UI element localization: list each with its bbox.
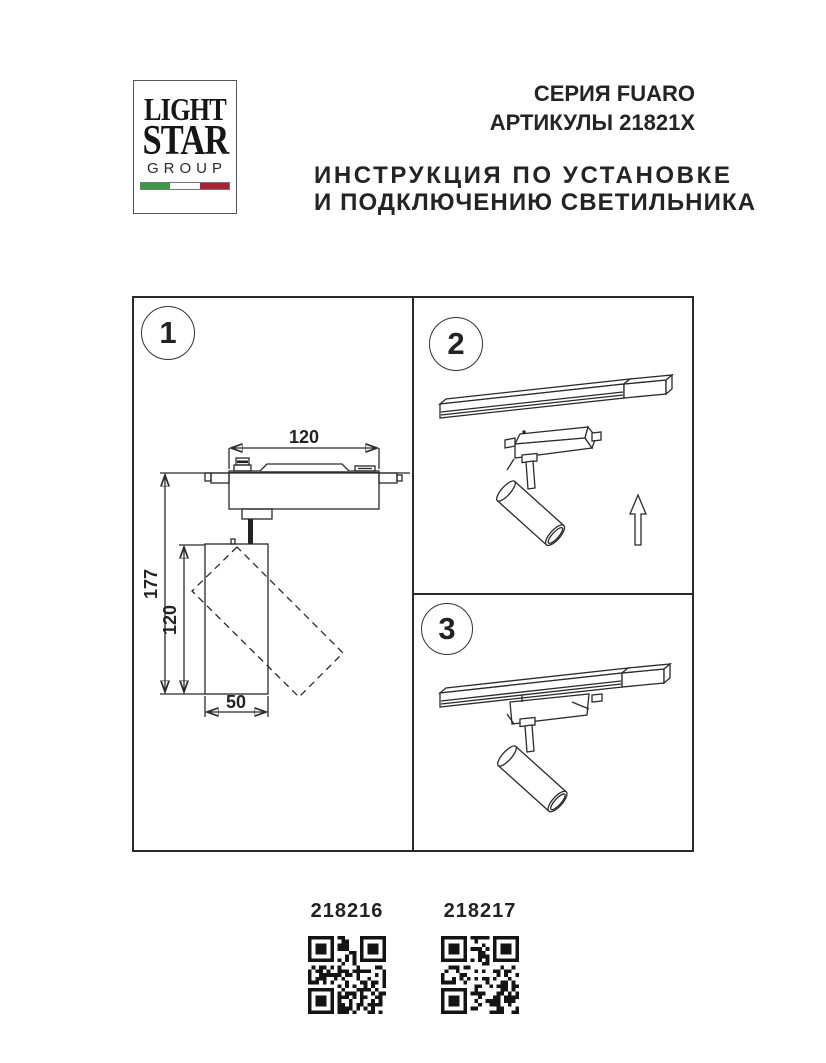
logo-word-star: STAR (141, 118, 229, 164)
step-2-number: 2 (447, 326, 465, 361)
title-line-2: И ПОДКЛЮЧЕНИЮ СВЕТИЛЬНИКА (314, 189, 757, 216)
title-line-1: ИНСТРУКЦИЯ ПО УСТАНОВКЕ (314, 162, 733, 189)
dim-body-width: 50 (225, 692, 247, 712)
series-header (490, 79, 695, 137)
dim-total-height: 177 (141, 568, 161, 600)
logo-word-light: LIGHT (144, 91, 226, 127)
arrow-up-icon (630, 495, 646, 545)
dim-width-top: 120 (288, 427, 320, 447)
dim-body-height: 120 (160, 604, 180, 636)
step3-installed-drawing (414, 595, 692, 850)
series-name: СЕРИЯ FUARO (533, 81, 695, 106)
flag-white-stripe (170, 183, 199, 189)
step2-install-drawing (414, 298, 692, 593)
step-3-number: 3 (438, 611, 456, 646)
articles-line: АРТИКУЛЫ 21821X (489, 110, 695, 135)
step-1-number: 1 (159, 315, 177, 350)
step1-dimension-drawing (134, 298, 412, 850)
italy-flag-icon (140, 182, 230, 190)
qr-code-2 (441, 936, 519, 1014)
article-label-1: 218216 (310, 900, 384, 922)
article-label-2: 218217 (443, 900, 517, 922)
logo-word-group: GROUP (146, 160, 227, 177)
flag-green-stripe (141, 183, 170, 189)
page-title (314, 162, 757, 216)
diagram-frame (132, 296, 694, 852)
qr-code-1 (308, 936, 386, 1014)
flag-red-stripe (200, 183, 229, 189)
lightstar-logo (133, 80, 237, 214)
